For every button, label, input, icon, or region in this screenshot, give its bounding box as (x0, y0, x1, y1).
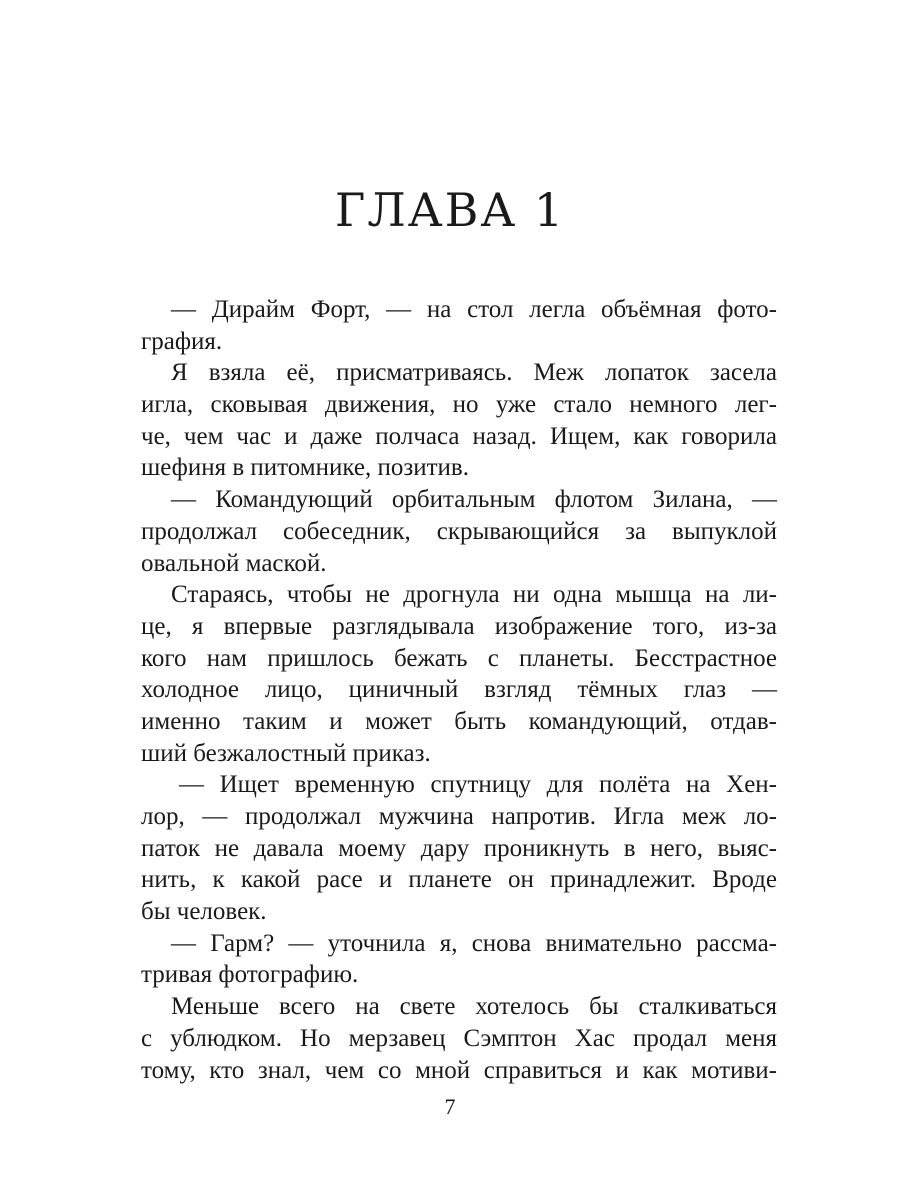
text-line: игла, сковывая движения, но уже стало немного лег- (141, 391, 777, 419)
chapter-title: ГЛАВА 1 (334, 183, 566, 237)
text-line: бы человек. (141, 898, 267, 926)
body-text (141, 294, 777, 1086)
text-line: шефиня в питомнике, позитив. (141, 454, 469, 482)
text-line: Меньше всего на свете хотелось бы сталкиваться (171, 993, 777, 1021)
text-line: графия. (141, 327, 223, 355)
text-line: овальной маской. (141, 549, 327, 577)
text-line: це, я впервые разглядывала изображение того, из-за (141, 612, 777, 640)
text-line: — Командующий орбитальным флотом Зилана, — (171, 486, 777, 514)
text-line: нить, к какой расе и планете он принадлежит. Вроде (141, 866, 777, 894)
text-line: именно таким и может быть командующий, отдав- (141, 707, 777, 735)
text-line: тривая фотографию. (141, 961, 359, 989)
text-line: — Ищет временную спутницу для полёта на Хен- (179, 771, 777, 799)
text-line: холодное лицо, циничный взгляд тёмных глаз — (141, 676, 777, 704)
text-line: лор, — продолжал мужчина напротив. Игла меж ло- (141, 803, 777, 830)
text-line: — Гарм? — уточнила я, снова внимательно рассма- (171, 929, 777, 957)
text-line: — Дирайм Форт, — на стол легла объёмная фото- (171, 296, 777, 323)
text-line: паток не давала моему дару проникнуть в него, выяс- (141, 834, 777, 862)
text-line: Стараясь, чтобы не дрогнула ни одна мышца на ли- (171, 581, 777, 609)
text-line: кого нам пришлось бежать с планеты. Бесстрастное (141, 644, 777, 672)
text-line: ший безжалостный приказ. (141, 739, 431, 767)
text-line: Я взяла её, присматриваясь. Меж лопаток засела (171, 359, 777, 387)
text-line: с ублюдком. Но мерзавец Сэмптон Хас продал меня (141, 1024, 777, 1052)
page-number: 7 (444, 1094, 456, 1119)
text-line: че, чем час и даже полчаса назад. Ищем, как говорила (141, 422, 777, 450)
text-line: тому, кто знал, чем со мной справиться и как мотиви- (141, 1056, 777, 1084)
text-line: продолжал собеседник, скрывающийся за выпуклой (141, 517, 777, 545)
